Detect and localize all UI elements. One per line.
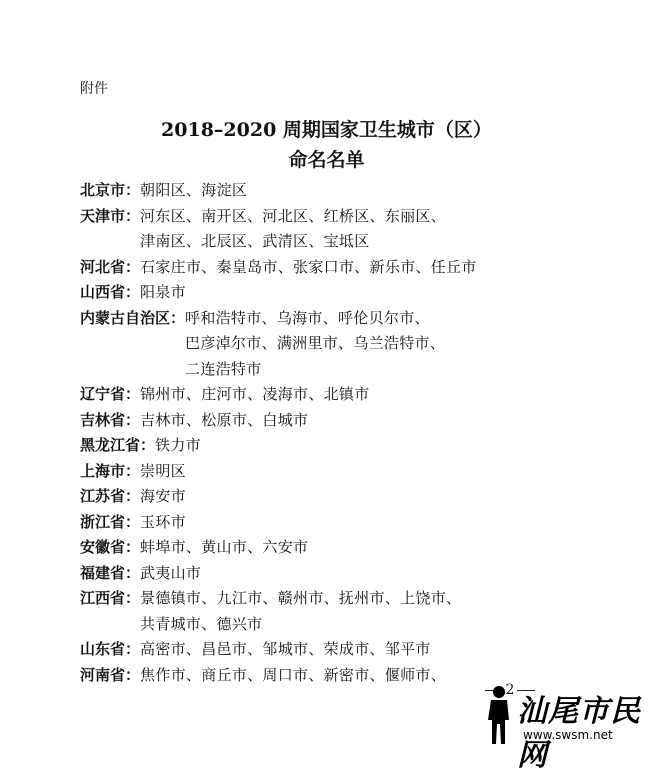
province-name: 河南省： (80, 665, 141, 684)
province-row (80, 306, 613, 383)
city-names (140, 280, 186, 306)
watermark-url: www.swsm.net (523, 728, 613, 742)
city-names (140, 637, 431, 663)
province-name: 山西省： (80, 283, 141, 301)
province-row (80, 586, 613, 637)
city-line: 吉林市、松原市、白城市 (140, 410, 309, 429)
page-title: 2018–2020 周期国家卫生城市（区） (161, 119, 492, 141)
city-line: 二连浩特市 (185, 359, 262, 378)
province-row (80, 204, 613, 255)
city-names (140, 178, 247, 204)
city-line: 锦州市、庄河市、凌海市、北镇市 (140, 385, 370, 403)
province-row (80, 280, 613, 306)
province-name: 天津市： (80, 206, 141, 225)
province-name: 山东省： (80, 640, 141, 658)
page-number-value: 2 (505, 682, 515, 698)
watermark (477, 684, 647, 773)
province-row (80, 408, 613, 434)
province-row (80, 561, 613, 587)
province-row (80, 255, 613, 281)
city-line: 高密市、昌邑市、邹城市、荣成市、邹平市 (140, 640, 431, 658)
province-row (80, 637, 613, 663)
city-names (140, 382, 370, 408)
city-names (140, 535, 308, 561)
province-name: 黑龙江省： (80, 436, 156, 454)
province-name: 辽宁省： (80, 385, 141, 403)
city-list (80, 178, 613, 688)
city-line: 景德镇市、九江市、赣州市、抚州市、上饶市、 (140, 589, 462, 607)
city-line: 巴彦淖尔市、满洲里市、乌兰浩特市、 (185, 334, 446, 352)
province-name: 河北省： (80, 257, 141, 276)
province-name: 江西省： (80, 589, 141, 607)
province-name: 浙江省： (80, 512, 141, 531)
city-line: 朝阳区、海淀区 (140, 181, 248, 199)
city-line: 石家庄市、秦皇岛市、张家口市、新乐市、任丘市 (140, 257, 477, 276)
province-name: 安徽省： (80, 538, 141, 556)
city-line: 呼和浩特市、乌海市、呼伦贝尔市、 (185, 308, 430, 327)
city-line: 武夷山市 (140, 563, 202, 582)
attachment-label: 附件 (80, 81, 108, 97)
province-name: 吉林省： (80, 410, 141, 429)
silhouette-icon (477, 684, 517, 746)
province-row (80, 178, 613, 204)
province-row (80, 484, 613, 510)
province-name: 北京市： (80, 181, 141, 199)
province-row (80, 510, 613, 536)
city-line: 共青城市、德兴市 (140, 614, 263, 633)
city-line: 铁力市 (155, 436, 201, 454)
watermark-text: 汕尾市民网 (517, 694, 641, 773)
province-row (80, 382, 613, 408)
city-line: 蚌埠市、黄山市、六安市 (140, 538, 309, 556)
province-name: 上海市： (80, 461, 141, 480)
province-row (80, 535, 613, 561)
city-line: 海安市 (140, 487, 186, 505)
city-names (185, 306, 445, 383)
city-names (140, 510, 186, 536)
province-name: 江苏省： (80, 487, 141, 505)
province-name: 福建省： (80, 563, 141, 582)
city-line: 河东区、南开区、河北区、红桥区、东丽区、 (140, 206, 447, 225)
city-names (140, 408, 308, 434)
province-name: 内蒙古自治区： (80, 308, 186, 327)
city-names (140, 586, 461, 637)
city-line: 崇明区 (140, 461, 186, 480)
city-names (155, 433, 201, 459)
city-names (140, 663, 446, 689)
city-names (140, 561, 201, 587)
page-subtitle: 命名名单 (288, 149, 365, 171)
province-row (80, 433, 613, 459)
city-names (140, 484, 186, 510)
city-line: 阳泉市 (140, 283, 186, 301)
province-row (80, 459, 613, 485)
city-line: 津南区、北辰区、武清区、宝坻区 (140, 232, 370, 250)
city-names (140, 459, 186, 485)
city-names (140, 204, 446, 255)
city-names (140, 255, 477, 281)
city-line: 焦作市、商丘市、周口市、新密市、偃师市、 (140, 665, 447, 684)
city-line: 玉环市 (140, 512, 186, 531)
